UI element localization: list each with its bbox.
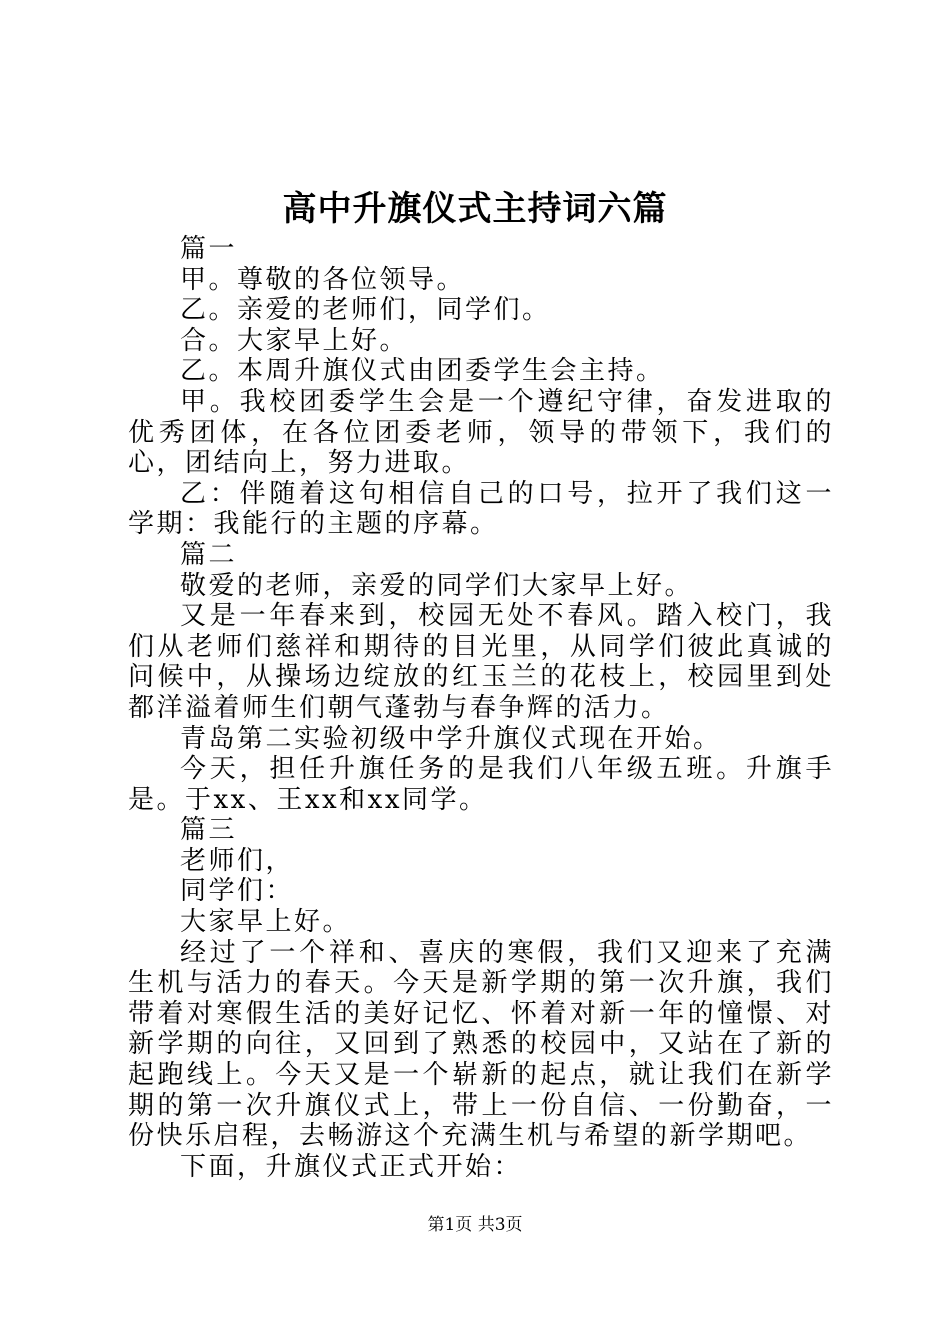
paragraph: 经过了一个祥和、喜庆的寒假，我们又迎来了充满生机与活力的春天。今天是新学期的第一次升旗，我们带着对寒假生活的美好记忆、怀着对新一年的憧憬、对新学期的向往，又回到了熟悉的校园中，又站在了新的起跑线上。今天又是一个崭新的起点，就让我们在新学期的第一次升旗仪式上，带上一份自信、一份勤奋，一份快乐启程，去畅游这个充满生机与希望的新学期吧。 (128, 937, 834, 1152)
document-title: 高中升旗仪式主持词六篇 (282, 189, 668, 229)
document-body (128, 234, 834, 1182)
paragraph: 乙。亲爱的老师们，同学们。 (180, 295, 551, 326)
paragraph: 乙：伴随着这句相信自己的口号，拉开了我们这一学期：我能行的主题的序幕。 (128, 478, 834, 540)
paragraph: 今天，担任升旗任务的是我们八年级五班。升旗手是。于xx、王xx和xx同学。 (128, 754, 834, 815)
paragraph: 甲。我校团委学生会是一个遵纪守律，奋发进取的优秀团体，在各位团委老师，领导的带领下，我们的心，团结向上，努力进取。 (128, 386, 834, 479)
paragraph: 合。大家早上好。 (180, 325, 409, 356)
paragraph: 甲。尊敬的各位领导。 (180, 264, 466, 295)
paragraph: 篇三 (180, 815, 238, 846)
paragraph: 篇一 (180, 234, 238, 264)
paragraph: 同学们： (180, 876, 295, 907)
paragraph: 下面，升旗仪式正式开始： (180, 1151, 523, 1182)
paragraph: 大家早上好。 (180, 907, 352, 938)
paragraph: 又是一年春来到，校园无处不春风。踏入校门，我们从老师们慈祥和期待的目光里，从同学们彼此真诚的问候中，从操场边绽放的红玉兰的花枝上，校园里到处都洋溢着师生们朝气蓬勃与春争辉的活力。 (128, 601, 834, 723)
paragraph: 老师们， (180, 845, 295, 876)
paragraph: 篇二 (180, 539, 238, 570)
paragraph: 青岛第二实验初级中学升旗仪式现在开始。 (180, 723, 722, 754)
paragraph: 乙。本周升旗仪式由团委学生会主持。 (180, 356, 665, 387)
page-number-footer: 第1页 共3页 (427, 1215, 523, 1235)
paragraph: 敬爱的老师，亲爱的同学们大家早上好。 (180, 570, 694, 601)
